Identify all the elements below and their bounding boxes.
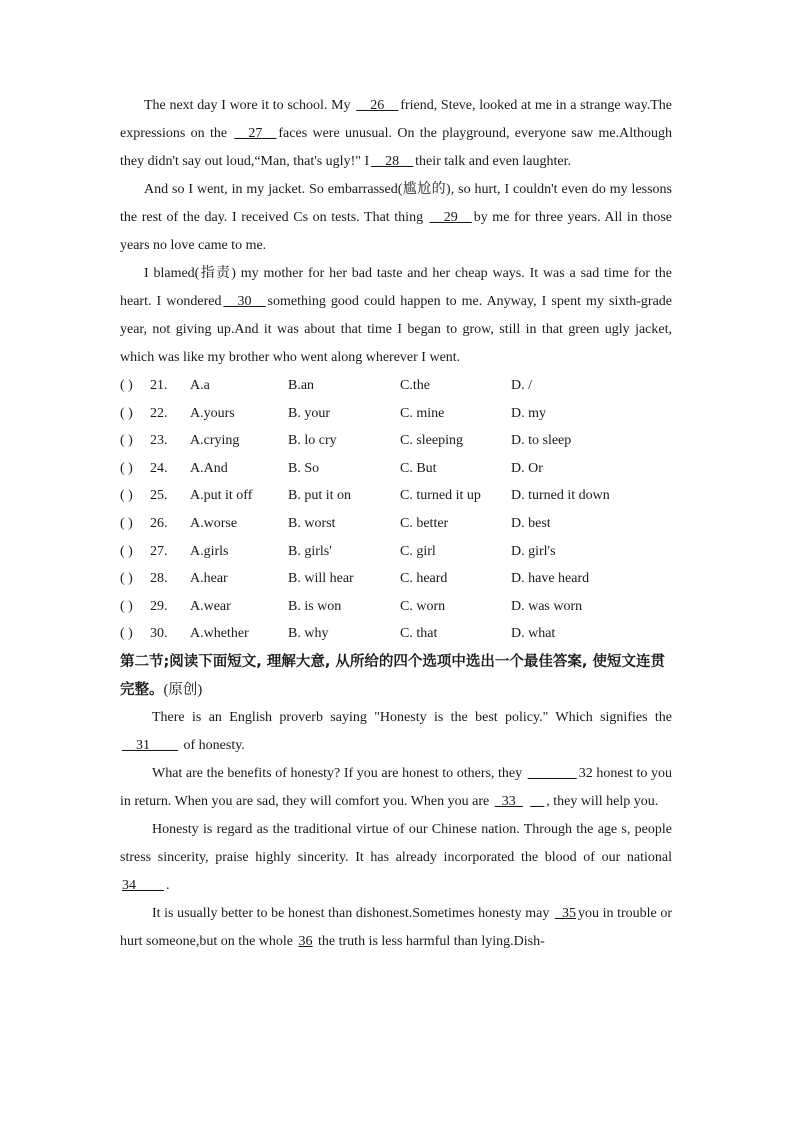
answer-parentheses: ( ) [120, 543, 133, 559]
option-a: A.whether [190, 626, 249, 642]
option-b: B. worst [288, 515, 336, 531]
answer-blank: __ [530, 793, 545, 809]
paragraph [120, 176, 672, 260]
text-run: their talk and even laughter. [415, 154, 572, 169]
question-number: 23. [150, 433, 168, 449]
option-b: B. is won [288, 598, 342, 614]
text-run: you in trouble or hurt someone,but on the whole [120, 905, 672, 949]
option-b: B.an [288, 378, 315, 393]
option-b: B. will hear [288, 571, 354, 587]
answer-blank: __28__ [371, 154, 414, 169]
option-d: D. was worn [511, 598, 583, 614]
answer-blank: __26__ [356, 98, 399, 113]
option-d: D. my [511, 405, 546, 421]
option-b: B. why [288, 626, 329, 642]
paragraph [120, 92, 672, 176]
document-page [120, 92, 672, 956]
question-row [120, 620, 672, 648]
question-number: 25. [150, 488, 168, 504]
option-d: D. best [511, 515, 551, 531]
option-b: B. put it on [288, 488, 352, 504]
text-run: something good could happen to me. Anyway, I spent my sixth-grade year, not giving up.And it was about that time I began to grow, still in that green ugly jacket, which was like my brother who went along wherever I went. [120, 294, 673, 365]
option-d: D. have heard [511, 571, 590, 587]
text-run: friend, Steve, looked at me in a strange way.The expressions on the [120, 98, 672, 141]
option-c: C.the [400, 378, 430, 393]
section-2-heading [120, 648, 672, 704]
option-d: D. to sleep [511, 433, 572, 449]
paragraph [120, 900, 672, 956]
text-run: by me for three years. All in those years no love came to me. [120, 210, 672, 253]
option-d: D. girl's [511, 543, 556, 559]
option-a: A.yours [190, 405, 235, 421]
option-c: C. that [400, 626, 438, 642]
answer-parentheses: ( ) [120, 405, 133, 421]
text-run: the truth is less harmful than lying.Dish- [314, 933, 545, 949]
text-run: , they will help you. [546, 793, 659, 809]
question-row [120, 593, 672, 621]
option-a: A.girls [190, 543, 229, 559]
question-row [120, 510, 672, 538]
option-a: A.put it off [190, 488, 253, 504]
text-run: It is usually better to be honest than dishonest.Sometimes honesty may [152, 905, 553, 921]
option-a: A.crying [190, 433, 240, 449]
option-c: C. sleeping [400, 433, 463, 449]
option-c: C. But [400, 460, 437, 476]
question-number: 27. [150, 543, 168, 559]
option-d: D. turned it down [511, 488, 610, 504]
paragraph [120, 760, 672, 816]
option-b: B. your [288, 405, 330, 421]
paragraph [120, 704, 672, 760]
option-d: D. / [511, 378, 532, 393]
option-c: C. heard [400, 571, 448, 587]
option-b: B. girls' [288, 543, 332, 559]
answer-parentheses: ( ) [120, 460, 133, 476]
question-row [120, 400, 672, 428]
question-row [120, 372, 672, 400]
question-number: 21. [150, 378, 168, 393]
text-run: Honesty is regard as the traditional virtue of our Chinese nation. Through the age s, people stress sincerity, praise highly sincerity. It has already incorporated the blood of our national [120, 821, 672, 865]
paragraph [120, 816, 672, 900]
question-number: 26. [150, 515, 168, 531]
section-2-note: (原创) [163, 681, 203, 698]
option-c: C. turned it up [400, 488, 481, 504]
answer-parentheses: ( ) [120, 571, 133, 587]
option-c: C. mine [400, 405, 445, 421]
question-row [120, 538, 672, 566]
answer-parentheses: ( ) [120, 515, 133, 531]
option-c: C. better [400, 515, 449, 531]
question-row [120, 455, 672, 483]
text-run: There is an English proverb saying "Honesty is the best policy." Which signifies the [152, 709, 672, 725]
text-run: And so I went, in my jacket. So embarrassed(尴尬的), so hurt, I couldn't even do my lessons the rest of the day. I received Cs on tests. That thing [120, 182, 672, 225]
text-run: of honesty. [180, 737, 245, 753]
question-number: 24. [150, 460, 168, 476]
text-run: I blamed(指责) my mother for her bad taste and her cheap ways. It was a sad time for the heart. I wondered [120, 266, 672, 309]
option-a: A.hear [190, 571, 228, 587]
paragraph [120, 260, 672, 372]
text-run: . [166, 877, 170, 893]
option-c: C. worn [400, 598, 446, 614]
options-list [120, 372, 672, 648]
option-a: A.a [190, 378, 210, 393]
option-d: D. Or [511, 460, 543, 476]
answer-blank: 36 [298, 933, 313, 949]
question-row [120, 482, 672, 510]
option-b: B. So [288, 460, 320, 476]
answer-parentheses: ( ) [120, 378, 133, 393]
question-number: 29. [150, 598, 168, 614]
answer-blank: __31____ [122, 737, 178, 753]
question-number: 22. [150, 405, 168, 421]
answer-parentheses: ( ) [120, 433, 133, 449]
answer-parentheses: ( ) [120, 626, 133, 642]
answer-parentheses: ( ) [120, 598, 133, 614]
answer-blank: _35 [554, 905, 576, 921]
text-run: The next day I wore it to school. My [144, 98, 355, 113]
answer-blank: _______ [527, 765, 577, 781]
text-run: What are the benefits of honesty? If you are honest to others, they [152, 765, 526, 781]
question-row [120, 565, 672, 593]
answer-blank: __30__ [223, 294, 266, 309]
option-a: A.And [190, 460, 228, 476]
question-number: 30. [150, 626, 168, 642]
option-c: C. girl [400, 543, 436, 559]
text-run: 32 honest to you in return. When you are sad, they will comfort you. When you are [120, 765, 672, 809]
answer-blank: 34____ [122, 877, 164, 893]
cloze-passage-1 [120, 92, 672, 372]
answer-blank: __27__ [234, 126, 277, 141]
option-a: A.wear [190, 598, 231, 614]
option-a: A.worse [190, 515, 238, 531]
question-number: 28. [150, 571, 168, 587]
option-b: B. lo cry [288, 433, 337, 449]
question-row [120, 427, 672, 455]
cloze-passage-2 [120, 704, 672, 956]
answer-blank: _33_ [494, 793, 523, 809]
answer-blank: __29__ [429, 210, 472, 225]
answer-parentheses: ( ) [120, 488, 133, 504]
text-run: faces were unusual. On the playground, everyone saw me.Although they didn't say out loud,“Man, that's ugly!" I [120, 126, 672, 169]
section-2-instruction: 第二节;阅读下面短文, 理解大意, 从所给的四个选项中选出一个最佳答案, 使短文连贯完整。 [120, 653, 665, 698]
option-d: D. what [511, 626, 556, 642]
